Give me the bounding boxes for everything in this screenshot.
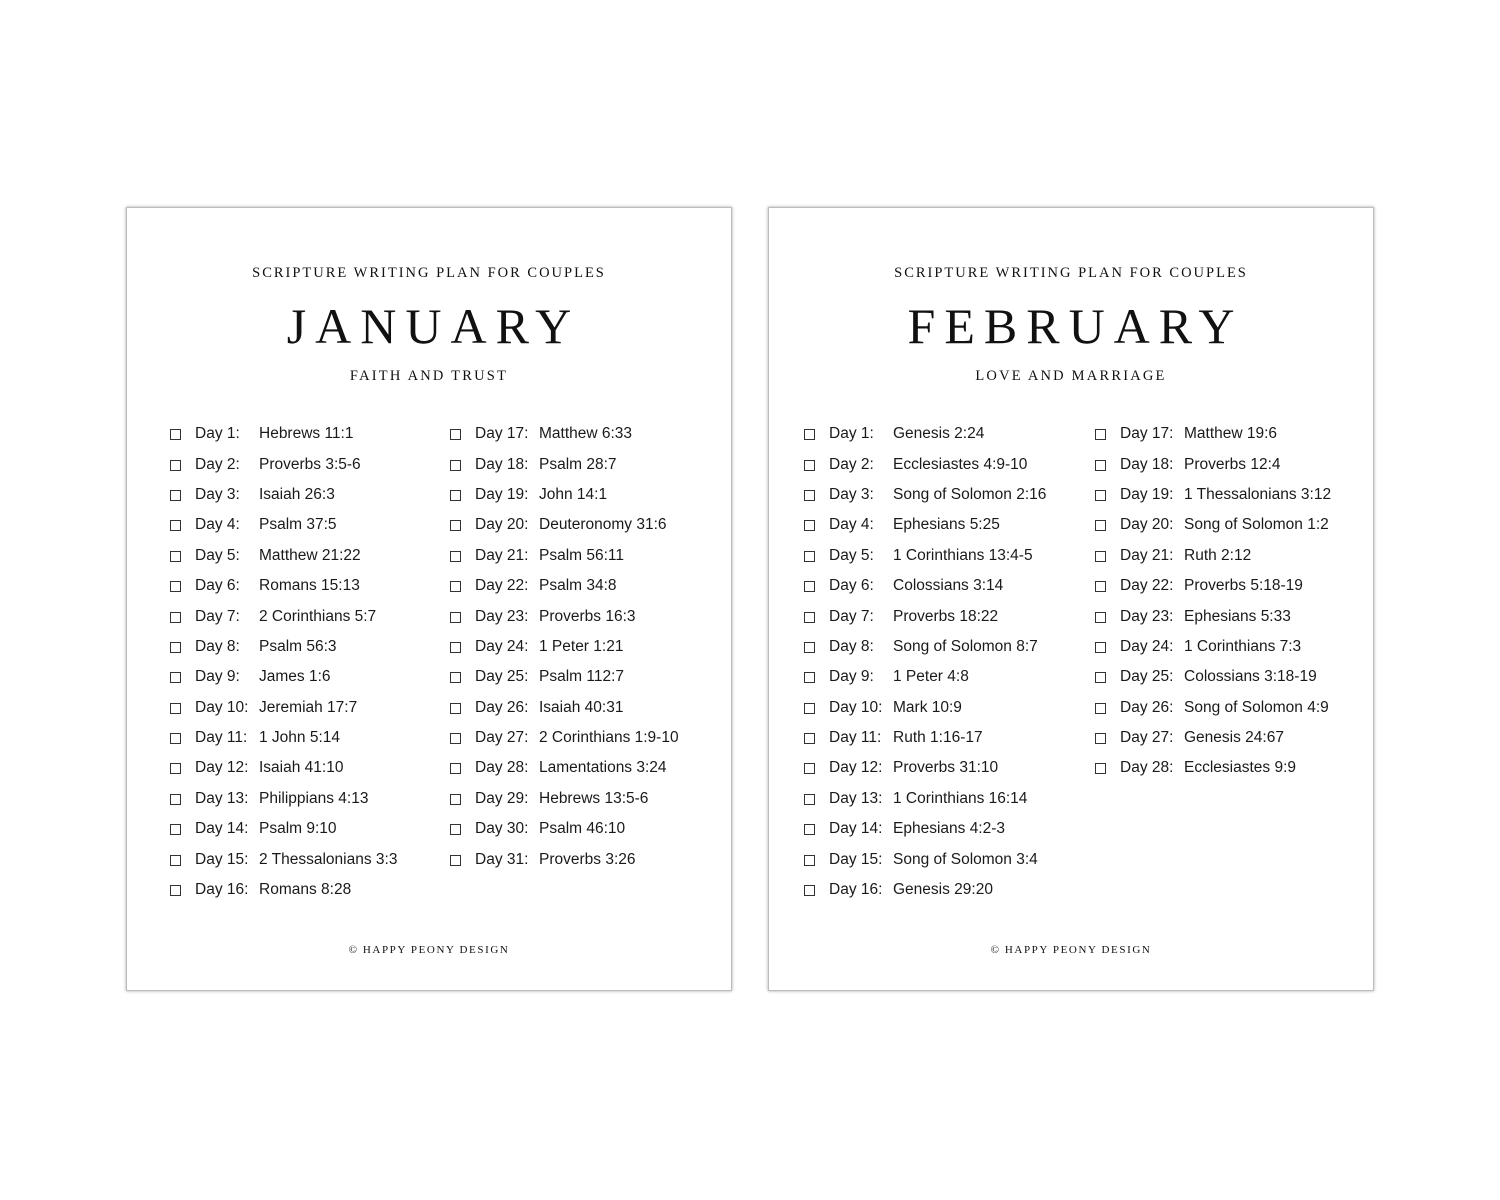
day-label: Day 1:: [195, 425, 240, 443]
checkbox[interactable]: [450, 551, 461, 562]
day-item: [450, 419, 679, 449]
checkbox[interactable]: [804, 551, 815, 562]
day-item: [804, 662, 1046, 692]
day-label: Day 31:: [475, 850, 529, 868]
scripture-reference: Psalm 34:8: [539, 577, 617, 595]
day-item: [804, 844, 1046, 874]
day-label: Day 11:: [195, 729, 248, 747]
day-item: [450, 814, 679, 844]
checkbox[interactable]: [804, 581, 815, 592]
checkbox[interactable]: [1095, 460, 1106, 471]
day-item: [170, 419, 397, 449]
day-item: [1095, 601, 1331, 631]
day-item: [804, 541, 1046, 571]
day-item: [804, 571, 1046, 601]
day-label: Day 9:: [195, 668, 240, 686]
day-list-right: [1095, 419, 1331, 784]
day-label: Day 8:: [829, 637, 874, 655]
checkbox[interactable]: [170, 612, 181, 623]
day-item: [170, 662, 397, 692]
scripture-reference: 1 John 5:14: [259, 729, 341, 747]
checkbox[interactable]: [170, 855, 181, 866]
checkbox[interactable]: [450, 490, 461, 501]
scripture-reference: 1 Corinthians 7:3: [1184, 637, 1302, 655]
checkbox[interactable]: [450, 581, 461, 592]
day-label: Day 22:: [475, 577, 529, 595]
day-item: [170, 814, 397, 844]
day-label: Day 10:: [829, 698, 883, 716]
day-label: Day 15:: [829, 850, 883, 868]
scripture-reference: 2 Thessalonians 3:3: [259, 850, 398, 868]
scripture-reference: Philippians 4:13: [259, 789, 369, 807]
day-item: [804, 510, 1046, 540]
checkbox[interactable]: [170, 642, 181, 653]
scripture-reference: Proverbs 31:10: [893, 759, 999, 777]
checkbox[interactable]: [1095, 703, 1106, 714]
day-item: [1095, 632, 1331, 662]
day-item: [450, 480, 679, 510]
checkbox[interactable]: [804, 429, 815, 440]
day-label: Day 21:: [475, 546, 529, 564]
day-label: Day 2:: [195, 455, 240, 473]
day-list-left: [170, 419, 397, 905]
checkbox[interactable]: [170, 763, 181, 774]
page-kicker: SCRIPTURE WRITING PLAN FOR COUPLES: [252, 265, 606, 281]
scripture-reference: Genesis 24:67: [1184, 729, 1284, 747]
february-page: [768, 207, 1374, 991]
day-item: [804, 632, 1046, 662]
day-label: Day 20:: [475, 516, 529, 534]
scripture-reference: Ecclesiastes 4:9-10: [893, 455, 1028, 473]
day-item: [804, 449, 1046, 479]
checkbox[interactable]: [450, 642, 461, 653]
january-page: [126, 207, 732, 991]
day-label: Day 17:: [475, 425, 529, 443]
day-item: [170, 571, 397, 601]
scripture-reference: Song of Solomon 2:16: [893, 485, 1047, 503]
checkbox[interactable]: [804, 763, 815, 774]
day-item: [170, 601, 397, 631]
day-item: [170, 510, 397, 540]
day-item: [1095, 662, 1331, 692]
checkbox[interactable]: [450, 794, 461, 805]
scripture-reference: Matthew 21:22: [259, 546, 361, 564]
month-theme: LOVE AND MARRIAGE: [975, 368, 1167, 384]
scripture-reference: Song of Solomon 1:2: [1184, 516, 1329, 534]
day-label: Day 30:: [475, 820, 529, 838]
scripture-reference: 2 Corinthians 1:9-10: [539, 729, 679, 747]
day-label: Day 18:: [1120, 455, 1174, 473]
day-list-left: [804, 419, 1046, 905]
day-item: [170, 784, 397, 814]
day-label: Day 23:: [475, 607, 529, 625]
scripture-reference: John 14:1: [539, 485, 608, 503]
scripture-reference: Matthew 19:6: [1184, 425, 1278, 443]
day-item: [1095, 693, 1331, 723]
scripture-reference: Isaiah 41:10: [259, 759, 344, 777]
day-item: [450, 723, 679, 753]
day-label: Day 15:: [195, 850, 249, 868]
day-item: [170, 875, 397, 905]
scripture-reference: Hebrews 11:1: [259, 425, 354, 443]
checkbox[interactable]: [804, 460, 815, 471]
scripture-reference: Psalm 56:11: [539, 546, 625, 564]
day-item: [170, 449, 397, 479]
checkbox[interactable]: [170, 429, 181, 440]
scripture-reference: 1 Corinthians 16:14: [893, 789, 1028, 807]
scripture-reference: Romans 15:13: [259, 577, 360, 595]
scripture-reference: Ruth 1:16-17: [893, 729, 983, 747]
day-label: Day 13:: [829, 789, 883, 807]
checkbox[interactable]: [170, 490, 181, 501]
page-kicker: SCRIPTURE WRITING PLAN FOR COUPLES: [894, 265, 1248, 281]
scripture-reference: Proverbs 3:5-6: [259, 455, 361, 473]
copyright-footer: © HAPPY PEONY DESIGN: [348, 944, 510, 956]
scripture-reference: 1 Peter 4:8: [893, 668, 969, 686]
scripture-reference: Psalm 37:5: [259, 516, 337, 534]
day-item: [450, 571, 679, 601]
checkbox[interactable]: [804, 855, 815, 866]
day-item: [804, 875, 1046, 905]
checkbox[interactable]: [1095, 672, 1106, 683]
checkbox[interactable]: [1095, 733, 1106, 744]
checkbox[interactable]: [450, 733, 461, 744]
checkbox[interactable]: [1095, 642, 1106, 653]
day-label: Day 11:: [829, 729, 882, 747]
day-label: Day 6:: [195, 577, 240, 595]
scripture-reference: Jeremiah 17:7: [259, 698, 358, 716]
checkbox[interactable]: [450, 855, 461, 866]
day-item: [804, 419, 1046, 449]
day-item: [804, 693, 1046, 723]
day-item: [804, 480, 1046, 510]
day-item: [170, 632, 397, 662]
day-label: Day 7:: [829, 607, 874, 625]
day-item: [450, 844, 679, 874]
day-label: Day 27:: [1120, 729, 1174, 747]
day-label: Day 19:: [1120, 485, 1174, 503]
scripture-reference: 2 Corinthians 5:7: [259, 607, 377, 625]
scripture-reference: James 1:6: [259, 668, 331, 686]
scripture-reference: Song of Solomon 3:4: [893, 850, 1038, 868]
checkbox[interactable]: [450, 460, 461, 471]
day-label: Day 9:: [829, 668, 874, 686]
scripture-reference: Isaiah 40:31: [539, 698, 624, 716]
scripture-reference: Matthew 6:33: [539, 425, 633, 443]
day-item: [804, 753, 1046, 783]
day-label: Day 16:: [829, 881, 883, 899]
checkbox[interactable]: [804, 794, 815, 805]
scripture-reference: Proverbs 16:3: [539, 607, 636, 625]
day-label: Day 27:: [475, 729, 529, 747]
day-label: Day 19:: [475, 485, 529, 503]
checkbox[interactable]: [170, 733, 181, 744]
checkbox[interactable]: [170, 885, 181, 896]
day-label: Day 6:: [829, 577, 874, 595]
scripture-reference: Colossians 3:18-19: [1184, 668, 1317, 686]
day-item: [170, 844, 397, 874]
checkbox[interactable]: [1095, 581, 1106, 592]
day-item: [170, 753, 397, 783]
day-label: Day 7:: [195, 607, 240, 625]
day-label: Day 26:: [475, 698, 529, 716]
month-theme: FAITH AND TRUST: [349, 368, 509, 384]
scripture-reference: Isaiah 26:3: [259, 485, 335, 503]
scripture-reference: Colossians 3:14: [893, 577, 1004, 595]
scripture-reference: 1 Peter 1:21: [539, 637, 624, 655]
day-label: Day 8:: [195, 637, 240, 655]
checkbox[interactable]: [170, 520, 181, 531]
day-item: [170, 541, 397, 571]
day-label: Day 5:: [829, 546, 874, 564]
checkbox[interactable]: [804, 733, 815, 744]
day-item: [804, 723, 1046, 753]
checkbox[interactable]: [170, 581, 181, 592]
scripture-reference: Ecclesiastes 9:9: [1184, 759, 1296, 777]
checkbox[interactable]: [170, 672, 181, 683]
scripture-reference: 1 Corinthians 13:4-5: [893, 546, 1033, 564]
day-item: [1095, 419, 1331, 449]
checkbox[interactable]: [804, 520, 815, 531]
day-label: Day 23:: [1120, 607, 1174, 625]
scripture-reference: Ephesians 5:25: [893, 516, 1000, 534]
day-label: Day 25:: [475, 668, 529, 686]
day-item: [450, 632, 679, 662]
day-item: [804, 601, 1046, 631]
checkbox[interactable]: [804, 885, 815, 896]
day-label: Day 22:: [1120, 577, 1174, 595]
day-item: [1095, 510, 1331, 540]
checkbox[interactable]: [450, 672, 461, 683]
scripture-reference: Genesis 2:24: [893, 425, 985, 443]
checkbox[interactable]: [804, 672, 815, 683]
day-label: Day 5:: [195, 546, 240, 564]
scripture-reference: Genesis 29:20: [893, 881, 993, 899]
day-item: [450, 693, 679, 723]
checkbox[interactable]: [450, 824, 461, 835]
day-label: Day 14:: [195, 820, 249, 838]
day-label: Day 24:: [1120, 637, 1174, 655]
scripture-reference: Proverbs 3:26: [539, 850, 636, 868]
checkbox[interactable]: [804, 824, 815, 835]
scripture-reference: Ruth 2:12: [1184, 546, 1252, 564]
day-item: [1095, 449, 1331, 479]
scripture-reference: 1 Thessalonians 3:12: [1184, 485, 1332, 503]
checkbox[interactable]: [450, 520, 461, 531]
day-label: Day 3:: [829, 485, 874, 503]
day-item: [170, 480, 397, 510]
scripture-reference: Ephesians 4:2-3: [893, 820, 1006, 838]
checkbox[interactable]: [1095, 763, 1106, 774]
day-label: Day 17:: [1120, 425, 1174, 443]
day-label: Day 20:: [1120, 516, 1174, 534]
day-label: Day 24:: [475, 637, 529, 655]
day-label: Day 12:: [195, 759, 249, 777]
checkbox[interactable]: [1095, 612, 1106, 623]
day-item: [450, 541, 679, 571]
day-item: [450, 449, 679, 479]
day-item: [450, 601, 679, 631]
day-label: Day 29:: [475, 789, 529, 807]
day-list-right: [450, 419, 679, 875]
scripture-reference: Psalm 46:10: [539, 820, 626, 838]
checkbox[interactable]: [1095, 490, 1106, 501]
day-item: [450, 753, 679, 783]
scripture-reference: Song of Solomon 8:7: [893, 637, 1038, 655]
checkbox[interactable]: [1095, 429, 1106, 440]
scripture-reference: Ephesians 5:33: [1184, 607, 1291, 625]
scripture-reference: Psalm 56:3: [259, 637, 337, 655]
day-label: Day 28:: [475, 759, 529, 777]
day-label: Day 16:: [195, 881, 249, 899]
checkbox[interactable]: [450, 429, 461, 440]
checkbox[interactable]: [170, 824, 181, 835]
day-label: Day 25:: [1120, 668, 1174, 686]
day-label: Day 28:: [1120, 759, 1174, 777]
day-label: Day 10:: [195, 698, 249, 716]
day-label: Day 2:: [829, 455, 874, 473]
scripture-reference: Psalm 28:7: [539, 455, 617, 473]
day-label: Day 4:: [829, 516, 874, 534]
day-label: Day 1:: [829, 425, 874, 443]
day-item: [1095, 480, 1331, 510]
day-item: [450, 662, 679, 692]
checkbox[interactable]: [170, 460, 181, 471]
checkbox[interactable]: [170, 703, 181, 714]
checkbox[interactable]: [804, 703, 815, 714]
scripture-reference: Psalm 9:10: [259, 820, 337, 838]
scripture-reference: Proverbs 12:4: [1184, 455, 1281, 473]
scripture-reference: Deuteronomy 31:6: [539, 516, 667, 534]
day-label: Day 12:: [829, 759, 883, 777]
day-item: [450, 510, 679, 540]
checkbox[interactable]: [804, 612, 815, 623]
day-item: [1095, 571, 1331, 601]
scripture-reference: Lamentations 3:24: [539, 759, 667, 777]
day-item: [804, 814, 1046, 844]
scripture-reference: Mark 10:9: [893, 698, 962, 716]
day-label: Day 14:: [829, 820, 883, 838]
checkbox[interactable]: [450, 763, 461, 774]
scripture-reference: Proverbs 18:22: [893, 607, 999, 625]
scripture-reference: Proverbs 5:18-19: [1184, 577, 1303, 595]
scripture-reference: Psalm 112:7: [539, 668, 625, 686]
day-label: Day 26:: [1120, 698, 1174, 716]
copyright-footer: © HAPPY PEONY DESIGN: [990, 944, 1152, 956]
day-item: [804, 784, 1046, 814]
checkbox[interactable]: [1095, 520, 1106, 531]
day-item: [1095, 541, 1331, 571]
day-label: Day 3:: [195, 485, 240, 503]
day-item: [1095, 753, 1331, 783]
checkbox[interactable]: [450, 612, 461, 623]
scripture-reference: Song of Solomon 4:9: [1184, 698, 1329, 716]
checkbox[interactable]: [170, 551, 181, 562]
day-item: [1095, 723, 1331, 753]
day-item: [170, 723, 397, 753]
month-title: JANUARY: [286, 298, 581, 354]
scripture-reference: Hebrews 13:5-6: [539, 789, 649, 807]
checkbox[interactable]: [170, 794, 181, 805]
day-item: [170, 693, 397, 723]
day-label: Day 13:: [195, 789, 249, 807]
day-item: [450, 784, 679, 814]
day-label: Day 4:: [195, 516, 240, 534]
day-label: Day 18:: [475, 455, 529, 473]
day-label: Day 21:: [1120, 546, 1174, 564]
month-title: FEBRUARY: [907, 298, 1244, 354]
scripture-reference: Romans 8:28: [259, 881, 352, 899]
checkbox[interactable]: [1095, 551, 1106, 562]
checkbox[interactable]: [804, 642, 815, 653]
checkbox[interactable]: [450, 703, 461, 714]
checkbox[interactable]: [804, 490, 815, 501]
